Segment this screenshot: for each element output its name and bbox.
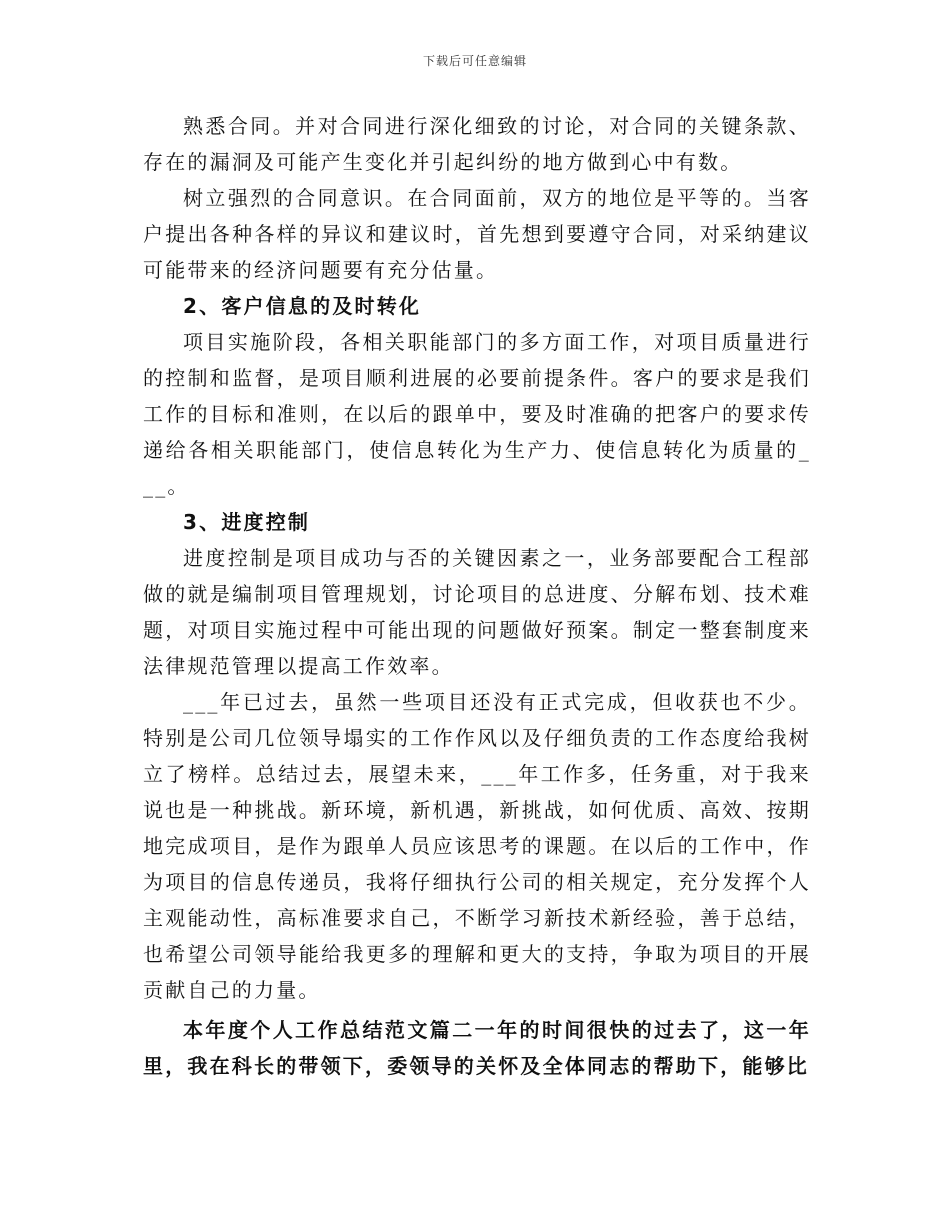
page-header: 下载后可任意编辑: [422, 54, 527, 68]
paragraph-year-summary: ___年已过去，虽然一些项目还没有正式完成，但收获也不少。特别是公司几位领导塌实的工作作风以及仔细负责的工作态度给我树立了榜样。总结过去，展望未来，___年工作多，任务重，对于我来说也是一种挑战。新环境，新机遇，新挑战，如何优质、高效、按期地完成项目，是作为跟单人员应该思考的课题。在以后的工作中，作为项目的信息传递员，我将仔细执行公司的相关规定，充分发挥个人主观能动性，高标准要求自己，不断学习新技术新经验，善于总结，也希望公司领导能给我更多的理解和更大的支持，争取为项目的开展贡献自己的力量。: [143, 690, 811, 1002]
paragraph-progress-control: 进度控制是项目成功与否的关键因素之一，业务部要配合工程部做的就是编制项目管理规划，讨论项目的总进度、分解布划、技术难题，对项目实施过程中可能出现的问题做好预案。制定一整套制度来法律规范管理以提高工作效率。: [143, 546, 811, 678]
document-body: [143, 108, 811, 1084]
paragraph-sample-two-intro: 本年度个人工作总结范文篇二一年的时间很快的过去了，这一年里，我在科长的带领下，委领导的关怀及全体同志的帮助下，能够比: [143, 1018, 811, 1078]
section-heading-progress-control: 3、进度控制: [183, 510, 311, 534]
paragraph-contract-awareness: 树立强烈的合同意识。在合同面前，双方的地位是平等的。当客户提出各种各样的异议和建议时，首先想到要遵守合同，对采纳建议可能带来的经济问题要有充分估量。: [143, 186, 811, 282]
section-heading-customer-info: 2、客户信息的及时转化: [183, 294, 422, 318]
paragraph-customer-info: 项目实施阶段，各相关职能部门的多方面工作，对项目质量进行的控制和监督，是项目顺利进展的必要前提条件。客户的要求是我们工作的目标和准则，在以后的跟单中，要及时准确的把客户的要求传递给各相关职能部门，使信息转化为生产力、使信息转化为质量的___。: [143, 330, 811, 498]
paragraph-contract-familiarity: 熟悉合同。并对合同进行深化细致的讨论，对合同的关键条款、存在的漏洞及可能产生变化并引起纠纷的地方做到心中有数。: [143, 114, 811, 174]
